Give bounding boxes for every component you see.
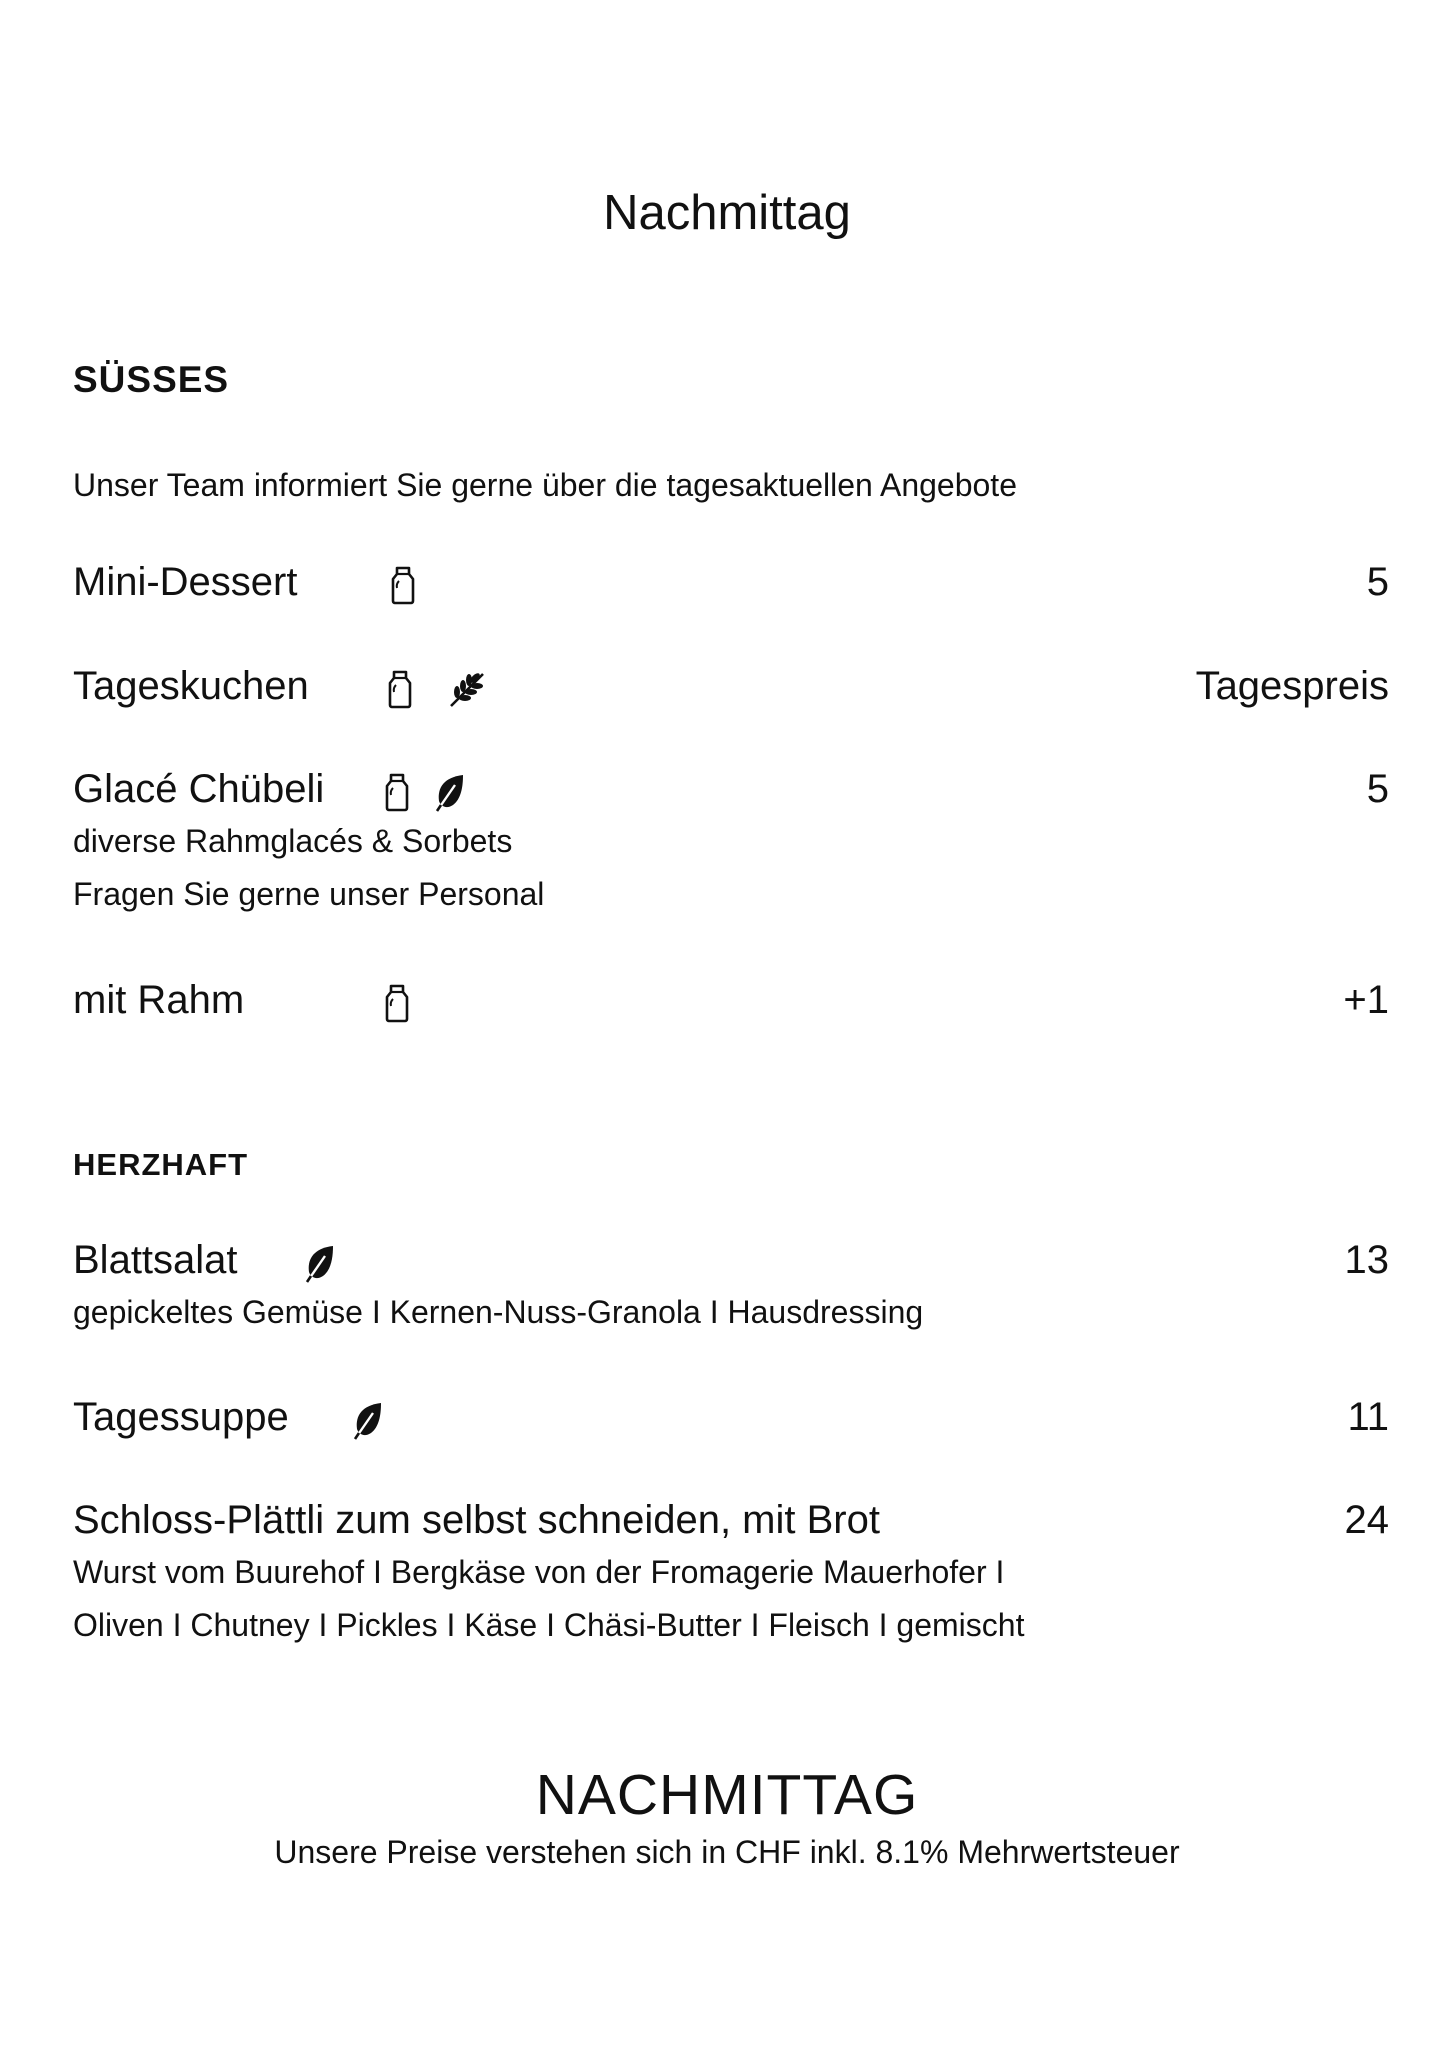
item-description-line: Fragen Sie gerne unser Personal (73, 876, 545, 912)
item-price: 5 (1366, 767, 1389, 811)
item-price: 5 (1366, 560, 1389, 604)
item-description-line: Wurst vom Buurehof I Bergkäse von der Fromagerie Mauerhofer I (73, 1554, 1005, 1590)
menu-item-mini-dessert (73, 556, 1389, 608)
menu-item-tagessuppe (73, 1391, 1389, 1443)
wheat-icon (445, 668, 489, 710)
item-price: 13 (1344, 1238, 1389, 1282)
item-price: Tagespreis (1195, 664, 1389, 708)
milk-bottle-icon (380, 982, 414, 1024)
footer-title: NACHMITTAG (535, 1763, 919, 1827)
milk-bottle-icon (386, 564, 420, 606)
item-description-line: gepickeltes Gemüse I Kernen-Nuss-Granola I Hausdressing (73, 1294, 924, 1330)
item-name: Tagessuppe (73, 1395, 289, 1439)
footer-note: Unsere Preise verstehen sich in CHF inkl. 8.1% Mehrwertsteuer (274, 1834, 1180, 1870)
milk-bottle-icon (380, 771, 414, 813)
item-description-line: diverse Rahmglacés & Sorbets (73, 823, 513, 859)
menu-item-blattsalat (73, 1234, 1389, 1339)
page-title: Nachmittag (603, 186, 851, 240)
menu-item-schloss-plaettli (73, 1494, 1389, 1652)
leaf-icon (351, 1399, 385, 1441)
item-price: 24 (1344, 1498, 1389, 1542)
milk-bottle-icon (383, 668, 417, 710)
item-price: +1 (1343, 978, 1389, 1022)
leaf-icon (433, 771, 467, 813)
menu-item-glace-chuebeli (73, 763, 1389, 921)
item-name: Blattsalat (73, 1238, 238, 1282)
item-name: mit Rahm (73, 978, 245, 1022)
item-name: Mini-Dessert (73, 560, 298, 604)
item-price: 11 (1347, 1395, 1389, 1439)
leaf-icon (303, 1242, 337, 1284)
item-name: Tageskuchen (73, 664, 309, 708)
section-intro: Unser Team informiert Sie gerne über die tagesaktuellen Angebote (73, 467, 1017, 503)
item-name: Schloss-Plättli zum selbst schneiden, mit Brot (73, 1498, 880, 1542)
menu-item-tageskuchen (73, 660, 1389, 712)
menu-item-mit-rahm (73, 974, 1389, 1026)
item-name: Glacé Chübeli (73, 767, 325, 811)
section-heading-suesses: SÜSSES (73, 359, 230, 400)
item-description-line: Oliven I Chutney I Pickles I Käse I Chäsi-Butter I Fleisch I gemischt (73, 1607, 1025, 1643)
section-heading-herzhaft: HERZHAFT (73, 1147, 249, 1182)
